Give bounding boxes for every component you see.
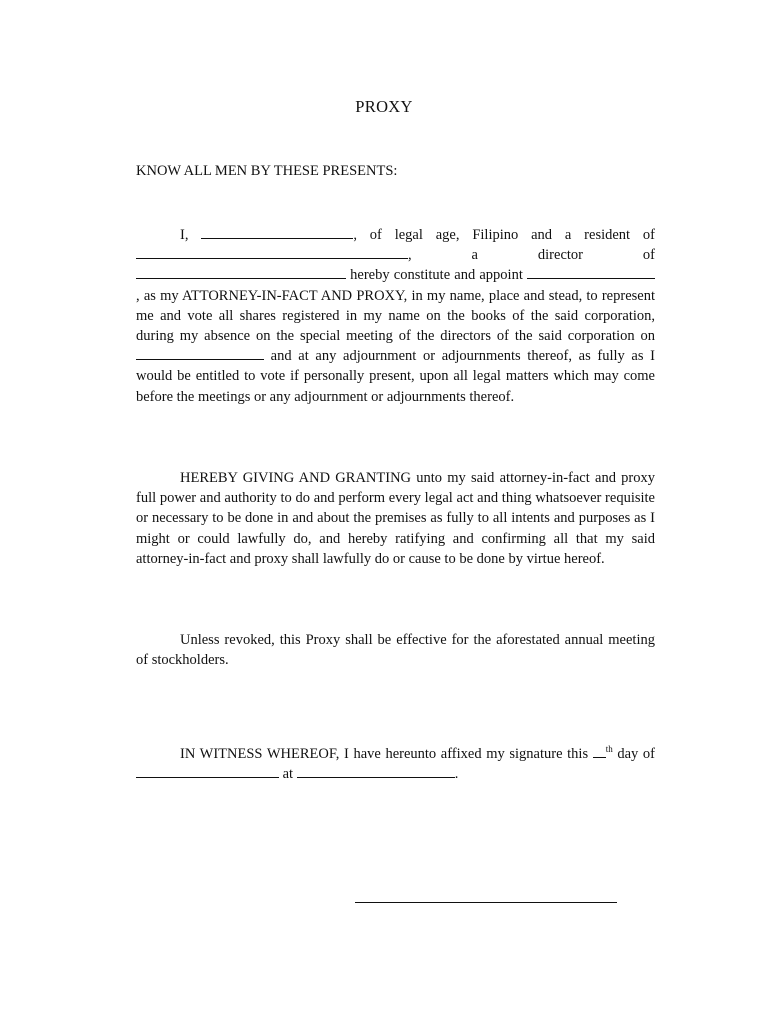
p1-text-f: and at any adjournment or adjournments thereof, as fully as I would be entitled to vote if personally present, upon all legal matters which may come before the meetings or any adjournment or adjournments thereof. [136, 348, 656, 405]
granting-paragraph [136, 468, 655, 569]
p1-text-a: I, [180, 227, 189, 243]
day-blank [593, 744, 606, 758]
document-heading: KNOW ALL MEN BY THESE PRESENTS: [136, 163, 398, 179]
witness-paragraph [136, 744, 655, 784]
document-title: PROXY [355, 97, 413, 116]
principal-name-blank [201, 225, 353, 239]
p4-text-d: . [454, 766, 459, 783]
p1-text-b: , of legal age, Filipino and a resident of [353, 227, 655, 243]
day-suffix: th [605, 744, 613, 755]
p1-text-d: hereby constitute and appoint [350, 267, 523, 284]
p4-text-b: day of [617, 746, 655, 762]
p1-text-c: , a director of [408, 247, 655, 264]
signature-line [355, 902, 617, 903]
residence-blank [136, 245, 408, 259]
corporation-blank [136, 265, 346, 279]
p1-text-e: , as my ATTORNEY-IN-FACT AND PROXY, in my name, place and stead, to represent me and vote all shares registered in my name on the books of the said corporation, during my absence on the special meeting of the directors of the said corporation on [136, 287, 655, 345]
appointment-paragraph [136, 225, 655, 407]
proxy-name-blank [527, 265, 655, 279]
place-blank [297, 764, 455, 778]
month-blank [136, 764, 279, 778]
p3-text: Unless revoked, this Proxy shall be effective for the aforestated annual meeting of stockholders. [136, 632, 655, 669]
p4-text-a: IN WITNESS WHEREOF, I have hereunto affixed my signature this [180, 746, 589, 762]
p2-text: HEREBY GIVING AND GRANTING unto my said attorney-in-fact and proxy full power and authority to do and perform every legal act and thing whatsoever requisite or necessary to be done in and about the premises as fully to all intents and purposes as I might or could lawfully do, and hereby ratifying and confirming all that my said attorney-in-fact and proxy shall lawfully do or cause to be done by virtue hereof. [136, 470, 655, 567]
meeting-date-blank [136, 346, 264, 360]
revocation-paragraph [136, 630, 655, 670]
p4-text-c: at [282, 766, 294, 783]
